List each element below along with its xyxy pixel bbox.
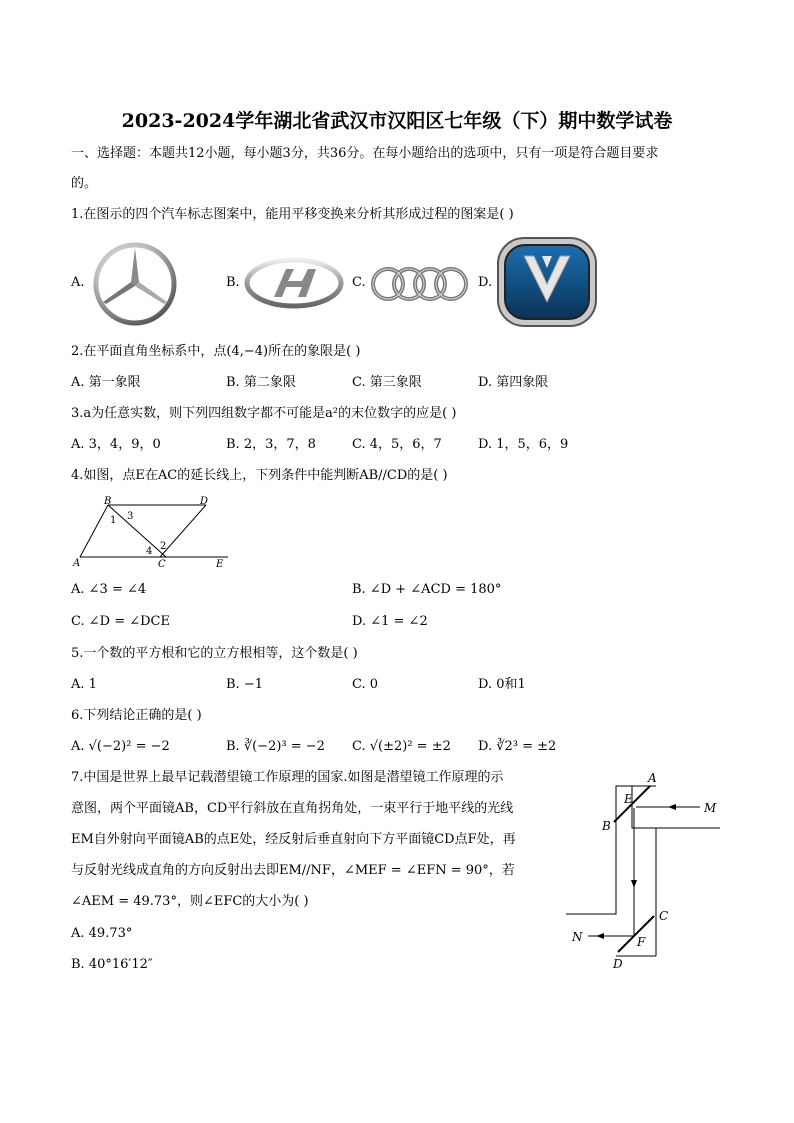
fig7-label-d: D (613, 957, 623, 971)
q1-option-a-label: A. (71, 275, 85, 290)
fig7-label-n: N (572, 930, 583, 944)
question-6-stem: 6.下列结论正确的是( ) (71, 708, 202, 723)
q1-option-d-label: D. (478, 275, 493, 290)
fig4-label-d: D (200, 496, 209, 507)
q2-option-d: D. 第四象限 (478, 375, 549, 390)
fig4-label-b: B (104, 496, 112, 507)
question-1-stem: 1.在图示的四个汽车标志图案中，能用平移变换来分析其形成过程的图案是( ) (71, 207, 514, 222)
fig4-label-2: 2 (160, 541, 167, 552)
question-2-stem: 2.在平面直角坐标系中，点(4,−4)所在的象限是( ) (71, 344, 361, 359)
q3-option-a: A. 3，4，9，0 (71, 437, 161, 452)
fig4-label-4: 4 (146, 546, 153, 557)
question-5-stem: 5.一个数的平方根和它的立方根相等，这个数是( ) (71, 646, 358, 661)
fig7-label-c: C (659, 909, 669, 923)
q6-option-a: A. √(−2)² = −2 (71, 739, 170, 754)
question-7-line2: 意图，两个平面镜AB，CD平行斜放在直角拐角处，一束平行于地平线的光线 (71, 801, 514, 816)
q7-option-b: B. 40°16′12″ (71, 957, 153, 972)
section-heading-line1: 一、选择题：本题共12小题，每小题3分，共36分。在每小题给出的选项中，只有一项是符合题目要求 (71, 146, 659, 161)
q5-option-b: B. −1 (226, 677, 263, 692)
question-7-line5: ∠AEM = 49.73°，则∠EFC的大小为( ) (71, 894, 309, 909)
question-3-stem: 3.a为任意实数，则下列四组数字都不可能是a²的末位数字的应是( ) (71, 406, 457, 421)
periscope-figure (560, 770, 730, 975)
audi-logo-icon (370, 264, 470, 304)
q7-option-a: A. 49.73° (71, 926, 133, 941)
q5-option-d: D. 0和1 (478, 677, 526, 692)
q1-option-b-label: B. (226, 275, 240, 290)
q2-option-b: B. 第二象限 (226, 375, 296, 390)
question-7-line1: 7.中国是世界上最早记载潜望镜工作原理的国家.如图是潜望镜工作原理的示 (71, 770, 504, 785)
q6-option-c: C. √(±2)² = ±2 (352, 739, 451, 754)
q3-option-d: D. 1，5，6，9 (478, 437, 569, 452)
fig7-label-f: F (637, 935, 646, 949)
q4-option-c: C. ∠D = ∠DCE (71, 614, 170, 629)
parallel-lines-figure (70, 495, 230, 571)
fig4-label-a: A (73, 558, 81, 569)
changan-logo-icon (496, 236, 598, 328)
question-7-line4: 与反射光线成直角的方向反射出去即EM//NF，∠MEF = ∠EFN = 90°，若 (71, 863, 515, 878)
q2-option-a: A. 第一象限 (71, 375, 141, 390)
fig4-label-e: E (216, 559, 224, 570)
question-7-line3: EM自外射向平面镜AB的点E处，经反射后垂直射向下方平面镜CD点F处，再 (71, 832, 516, 847)
q4-option-b: B. ∠D + ∠ACD = 180° (352, 582, 502, 597)
question-4-stem: 4.如图，点E在AC的延长线上，下列条件中能判断AB//CD的是( ) (71, 468, 448, 483)
q3-option-b: B. 2，3，7，8 (226, 437, 316, 452)
fig7-label-e: E (624, 792, 633, 806)
fig7-label-m: M (704, 801, 717, 815)
q4-option-d: D. ∠1 = ∠2 (352, 614, 428, 629)
hyundai-logo-icon (244, 257, 344, 309)
q6-option-d: D. ∛2³ = ±2 (478, 739, 557, 754)
fig7-label-b: B (602, 819, 611, 833)
page-title: 2023-2024学年湖北省武汉市汉阳区七年级（下）期中数学试卷 (121, 110, 673, 132)
q4-option-a: A. ∠3 = ∠4 (71, 582, 147, 597)
mercedes-logo-icon (90, 242, 180, 326)
q2-option-c: C. 第三象限 (352, 375, 422, 390)
section-heading-line2: 的。 (71, 176, 98, 191)
q5-option-a: A. 1 (71, 677, 97, 692)
fig4-label-1: 1 (110, 515, 117, 526)
q6-option-b: B. ∛(−2)³ = −2 (226, 739, 325, 754)
fig7-label-a: A (648, 771, 657, 785)
q3-option-c: C. 4，5，6，7 (352, 437, 442, 452)
fig4-label-c: C (158, 559, 166, 570)
q5-option-c: C. 0 (352, 677, 379, 692)
q1-option-c-label: C. (352, 275, 366, 290)
fig4-label-3: 3 (127, 511, 134, 522)
